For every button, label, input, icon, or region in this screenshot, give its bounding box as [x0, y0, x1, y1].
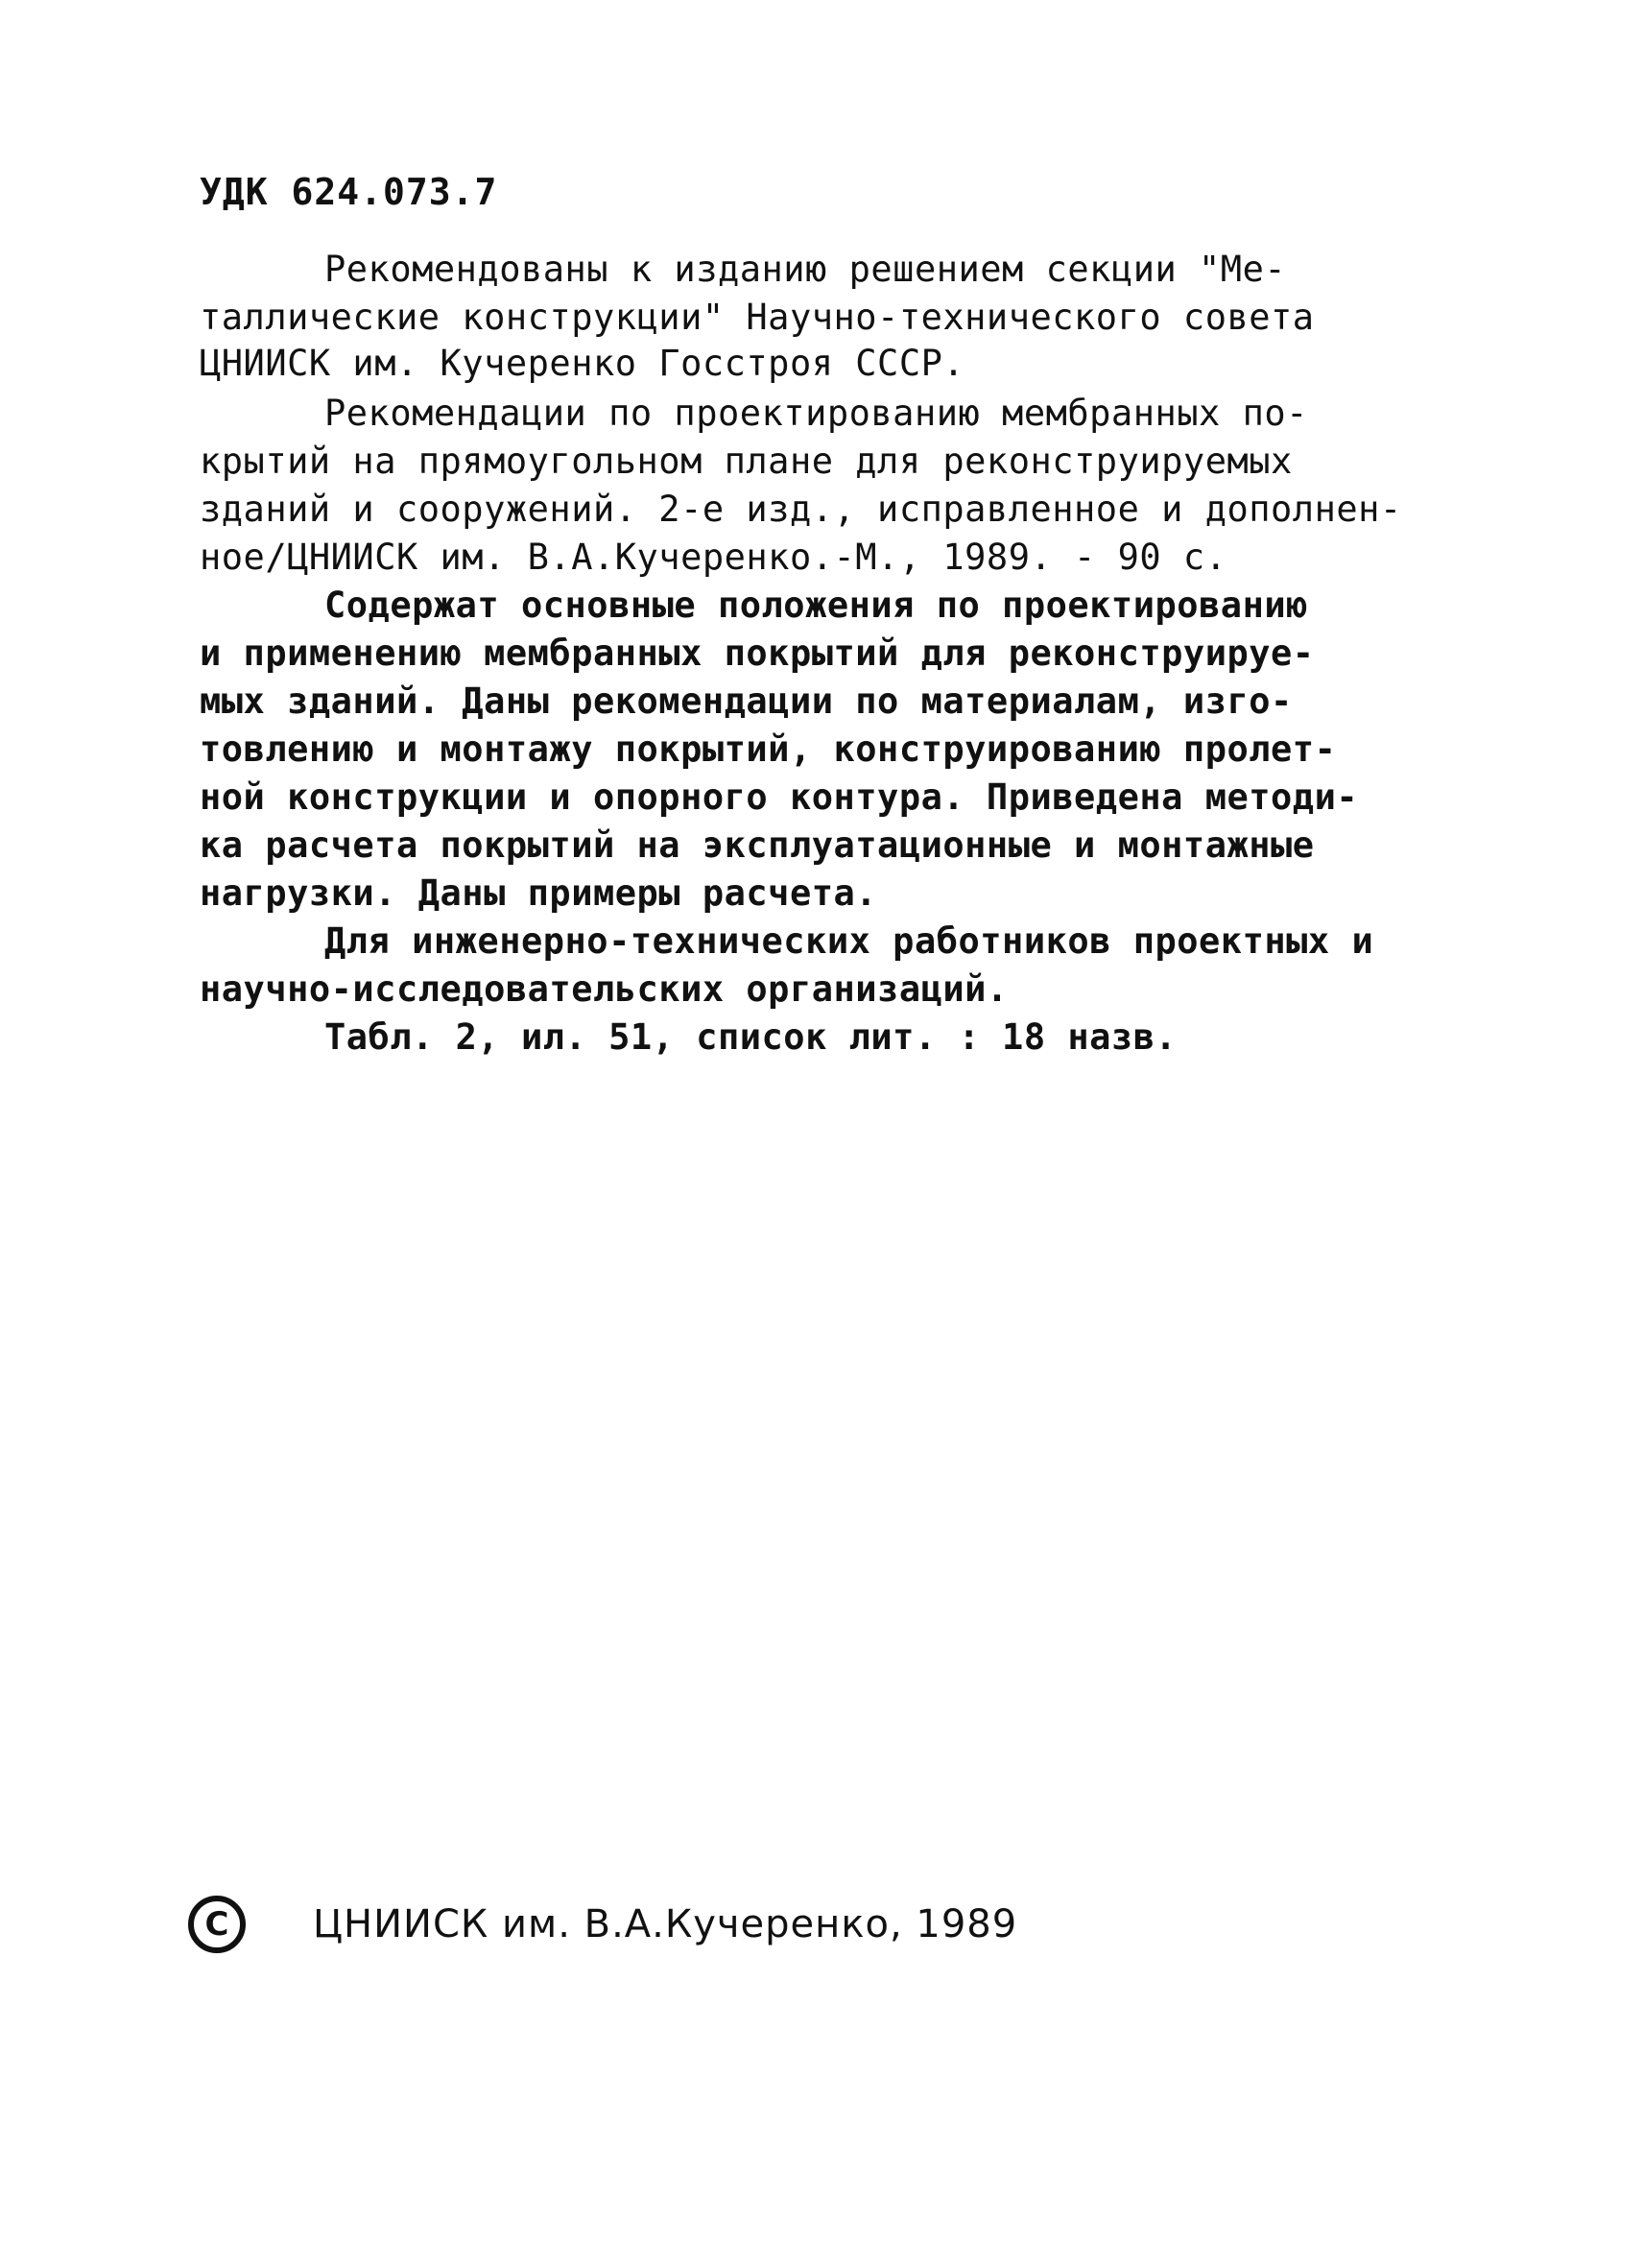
copyright-notice: [188, 1896, 1017, 1953]
paragraph3-line: мых зданий. Даны рекомендации по материалам, изго-: [200, 680, 1293, 722]
udk-code: УДК 624.073.7: [200, 171, 498, 213]
paragraph2-line: Рекомендации по проектированию мембранных по-: [324, 393, 1308, 434]
paragraph2-line: зданий и сооружений. 2-е изд., исправленное и дополнен-: [200, 489, 1402, 530]
paragraph3-line: нагрузки. Даны примеры расчета.: [200, 872, 878, 914]
paragraph1-line: Рекомендованы к изданию решением секции "Ме-: [324, 249, 1287, 290]
paragraph5-line: Табл. 2, ил. 51, список лит. : 18 назв.: [324, 1016, 1178, 1058]
paragraph3-line: ка расчета покрытий на эксплуатационные и монтажные: [200, 824, 1315, 866]
copyright-text: ЦНИИСК им. В.А.Кучеренко, 1989: [313, 1902, 1018, 1946]
paragraph3-line: Содержат основные положения по проектированию: [324, 585, 1308, 626]
paragraph2-line: крытий на прямоугольном плане для реконструируемых: [200, 441, 1293, 482]
paragraph1-line: ЦНИИСК им. Кучеренко Госстроя СССР.: [200, 343, 965, 384]
paragraph1-line: таллические конструкции" Научно-технического совета: [200, 297, 1315, 338]
paragraph4-line: Для инженерно-технических работников проектных и: [324, 920, 1374, 962]
paragraph2-line: ное/ЦНИИСК им. В.А.Кучеренко.-М., 1989. - 90 с.: [200, 537, 1227, 578]
paragraph3-line: ной конструкции и опорного контура. Приведена методи-: [200, 776, 1359, 818]
paragraph3-line: и применению мембранных покрытий для реконструируе-: [200, 633, 1315, 674]
paragraph3-line: товлению и монтажу покрытий, конструированию пролет-: [200, 728, 1337, 770]
paragraph4-line: научно-исследовательских организаций.: [200, 968, 1009, 1010]
copyright-icon: C: [188, 1896, 246, 1953]
